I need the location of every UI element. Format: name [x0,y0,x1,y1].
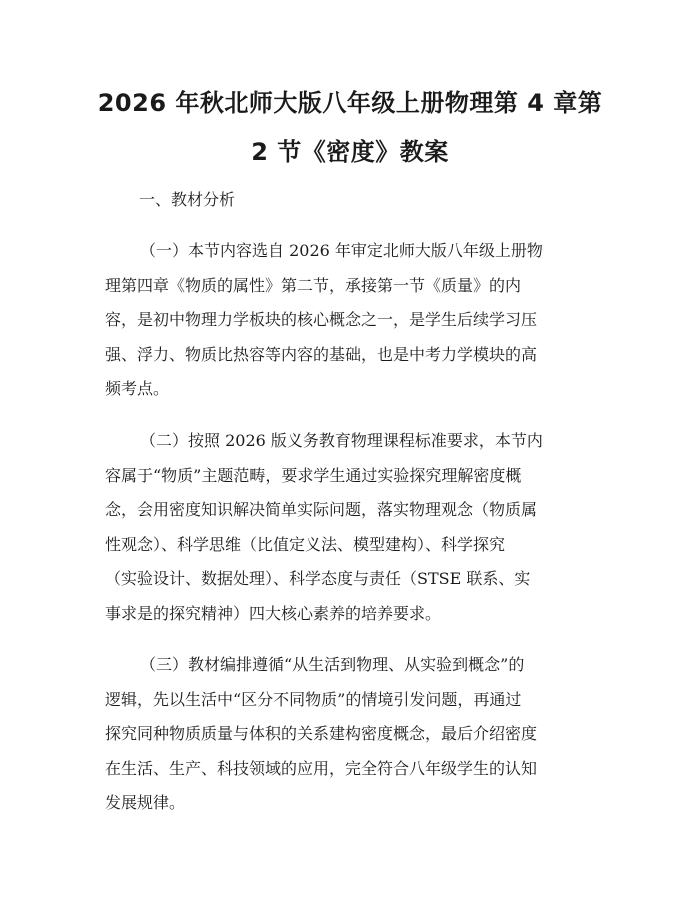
paragraph-3 [105,648,605,821]
paragraph-line: 理第四章《物质的属性》第二节，承接第一节《质量》的内 [105,275,522,295]
paragraph-line: 探究同种物质质量与体积的关系建构密度概念，最后介绍密度 [105,724,538,744]
paragraph-line: （二）按照 2026 版义务教育物理课程标准要求，本节内 [140,431,543,450]
paragraph-line: 发展规律。 [105,793,186,813]
paragraph-line: 容属于“物质”主题范畴，要求学生通过实验探究理解密度概 [105,465,522,485]
section-heading: 一、教材分析 [139,190,236,209]
paragraph-line: （一）本节内容选自 2026 年审定北师大版八年级上册物 [140,241,543,260]
paragraph-1 [105,234,605,407]
paragraph-line: 性观念）、科学思维（比值定义法、模型建构）、科学探究 [105,534,506,554]
paragraph-line: （实验设计、数据处理）、科学态度与责任（STSE 联系、实 [105,569,531,589]
paragraph-line: 事求是的探究精神）四大核心素养的培养要求。 [105,603,442,623]
paragraph-line: 在生活、生产、科技领域的应用，完全符合八年级学生的认知 [105,758,538,778]
document-title-line-1: 2026 年秋北师大版八年级上册物理第 4 章第 [97,89,603,117]
document-title-line-2: 2 节《密度》教案 [251,138,449,166]
paragraph-line: 强、浮力、物质比热容等内容的基础，也是中考力学模块的高 [105,344,538,364]
paragraph-line: 念，会用密度知识解决简单实际问题，落实物理观念（物质属 [105,500,538,520]
paragraph-line: 容，是初中物理力学板块的核心概念之一，是学生后续学习压 [105,310,538,330]
paragraph-2 [105,424,605,632]
paragraph-line: 逻辑，先以生活中“区分不同物质”的情境引发问题，再通过 [105,689,522,709]
paragraph-line: 频考点。 [105,379,170,399]
paragraph-line: （三）教材编排遵循“从生活到物理、从实验到概念”的 [140,655,525,674]
